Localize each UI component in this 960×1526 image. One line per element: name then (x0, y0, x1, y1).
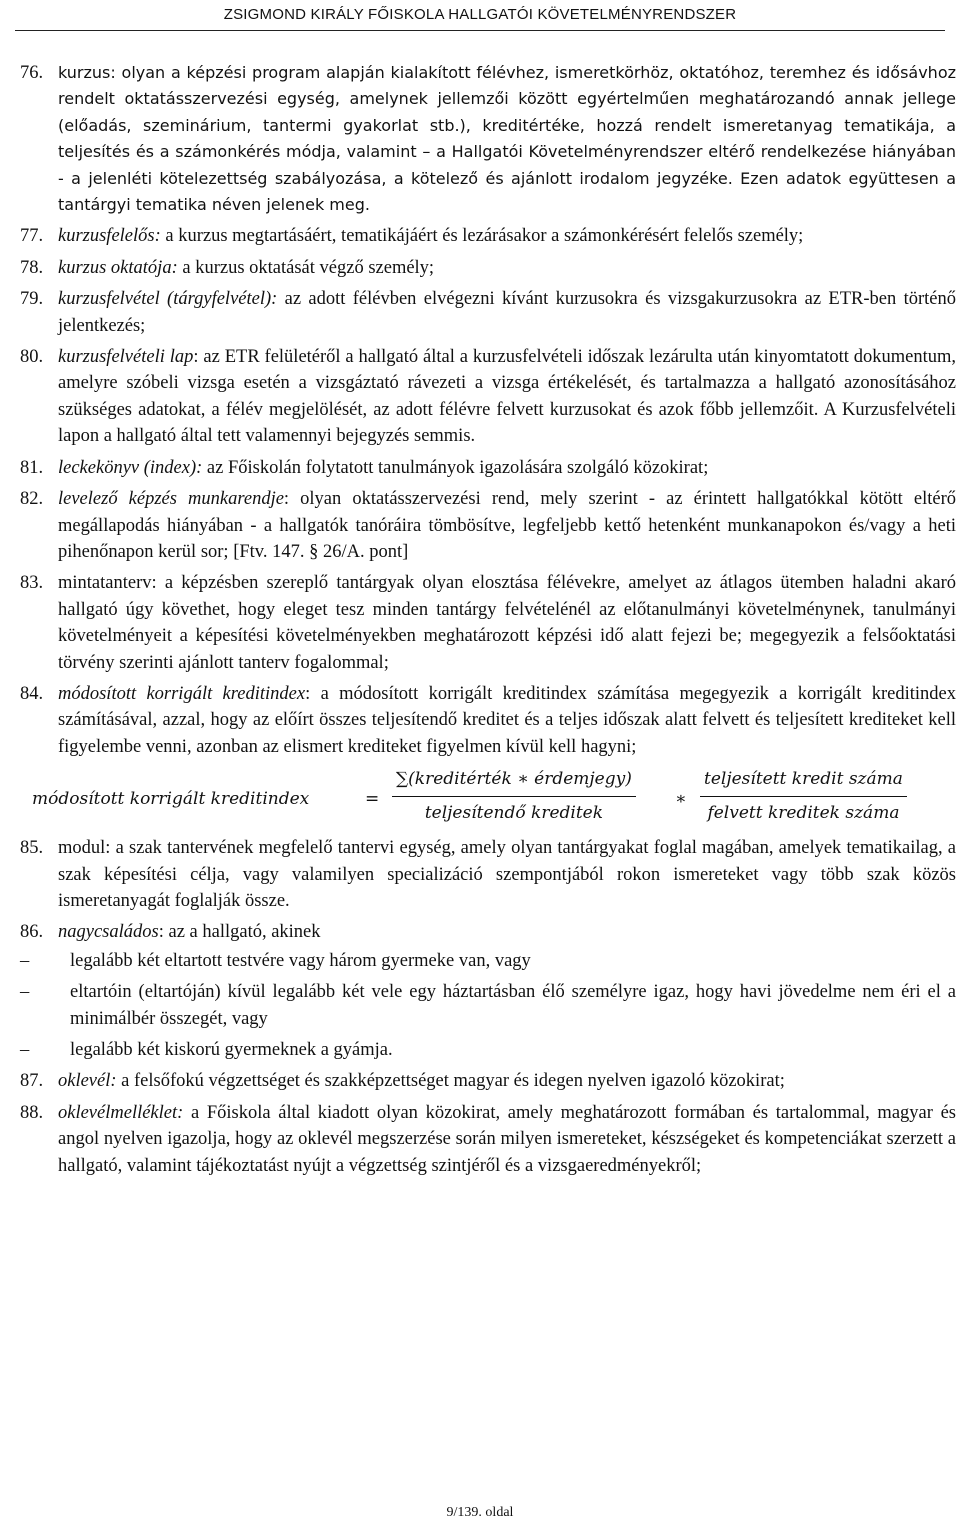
definition-term: kurzusfelelős: (58, 226, 161, 247)
definition-term: kurzus oktatója: (58, 257, 178, 278)
definition-79 (20, 286, 956, 339)
formula-left-side: módosított korrigált kreditindex (32, 789, 310, 810)
definition-text: a felsőfokú végzettséget és szakképzettséget magyar és idegen nyelven igazoló közokirat; (116, 1071, 785, 1092)
definition-text: a kurzus megtartásáért, tematikájáért és lezárásakor a számonkérésért felelős személy; (160, 226, 804, 247)
dash-bullet: – (20, 1040, 30, 1060)
definition-76 (20, 60, 956, 218)
fraction-denominator: felvett kreditek száma (707, 802, 900, 823)
definition-text: : olyan oktatásszervezési rend, mely szerint - az érintett hallgatókkal kötött eltérő megállapodás hiányában - a hallgatók tanóráira tömbösítve, legfeljebb kettő hetenként munkanapokon és/vagy a heti pihenőnapon kerül sor; [Ftv. 147. § 26/A. pont] (58, 489, 956, 562)
entry-number: 85. (20, 838, 44, 859)
definition-term: módosított korrigált kreditindex (58, 683, 306, 704)
definition-term: kurzusfelvétel (tárgyfelvétel): (58, 289, 278, 310)
formula-multiply: ∗ (675, 789, 687, 810)
definition-86 (20, 919, 956, 1063)
definition-text: az adott félévben elvégezni kívánt kurzusokra és vizsgakurzusokra az ETR-ben történő jelentkezés; (58, 289, 956, 336)
definition-82 (20, 486, 956, 565)
definition-text: : a képzésben szereplő tantárgyak olyan elosztása félévekre, amelyet az átlagos ütemben haladni akaró hallgató úgy követhet, hogy eleget tesz minden tantárgy felvételénél az előtanulmányi követelménynek, tanulmányi követelményeit a képesítési követelményekben meghatározott képzési idő alatt fejezi be; megegyezik a felsőoktatási törvény szerinti ajánlott tanterv fogalommal; (58, 573, 956, 673)
entry-number: 88. (20, 1102, 44, 1123)
criteria-list (20, 948, 956, 1064)
entry-number: 78. (20, 257, 44, 278)
list-item (20, 979, 956, 1032)
list-item (20, 948, 956, 974)
page-number: 9/139. oldal (446, 1505, 514, 1520)
entry-number: 82. (20, 489, 44, 510)
kreditindex-formula (20, 766, 956, 830)
definition-text: : az a hallgató, akinek (158, 922, 321, 943)
definition-78 (20, 255, 956, 281)
list-item (20, 1037, 956, 1063)
definition-88 (20, 1100, 956, 1179)
list-item-text: legalább két eltartott testvére vagy három gyermeke van, vagy (70, 950, 531, 971)
definition-text: : a módosított korrigált kreditindex számítása megegyezik a korrigált kreditindex számításával, azzal, hogy az előírt összes teljesítendő kreditet és a teljes időszak alatt felvett és teljesített krediteket kell figyelembe venni, azonban az elismert krediteket figyelmen kívül kell hagyni; (58, 683, 956, 757)
definition-text-continued: Ezen adatok együttesen a tantárgyi tematika néven jelenek meg. (58, 168, 956, 215)
definition-text: modul: a szak tantervének megfelelő tantervi egység, amely olyan tantárgyakat foglal magában, amelyek tematikailag, a szak képesítési célja, vagy valamilyen specializáció szempontjából rokon ismereteket vagy több szak közös ismeretanyagát foglalják össze. (58, 838, 956, 911)
definition-text: a Főiskola által kiadott olyan közokirat, amely meghatározott formában és tartalommal, magyar és angol nyelven igazolja, hogy az oklevél megszerzése során milyen ismereteket, készségeket és kompetenciákat szerzett a hallgató, valamint tájékoztatást nyújt a végzettség szintjéről és a vizsgaeredményekről; (58, 1102, 956, 1176)
definition-text: kurzus: olyan a képzési program alapján kialakított félévhez, ismeretkörhöz, oktatóhoz, teremhez és idősávhoz rendelt oktatásszervezési egység, amelynek jellemzői között egyértelműen meghatározandó annak jellege (előadás, szeminárium, tantermi gyakorlat stb.), kreditértéke, hozzá rendelt ismeretanyag tematikája, a teljesítés és a számonkérés módja, valamint – a Hallgatói Követelményrendszer eltérő rendelkezése hiányában - a jelenléti kötelezettség szabályozása, a kötelező és ajánlott irodalom jegyzéke. (58, 63, 956, 188)
definition-term: leckekönyv (index): (58, 457, 203, 478)
definition-text: a kurzus oktatását végző személy; (177, 257, 435, 278)
entry-number: 87. (20, 1071, 44, 1092)
definition-term: oklevél: (58, 1071, 117, 1092)
entry-number: 81. (20, 457, 44, 478)
formula-equals: = (365, 789, 380, 810)
fraction-denominator: teljesítendő kreditek (424, 802, 604, 823)
entry-number: 79. (20, 289, 44, 310)
formula-fraction-1 (392, 766, 636, 826)
definition-text: az Főiskolán folytatott tanulmányok igazolására szolgáló közokirat; (202, 457, 709, 478)
definition-term: kurzusfelvételi lap (58, 347, 194, 368)
definition-term: oklevélmelléklet: (58, 1102, 184, 1123)
definition-text: : az ETR felületéről a hallgató által a kurzusfelvételi időszak lezárulta után kinyomtatott dokumentum, amelyre szóbeli vizsga esetén a vizsgáztató rávezeti a vizsga értékelését, és tartalmazza a hallgató azonosításához szükséges adatokat, a félév megjelölését, az adott félévre felvett kurzusokat és azok főbb jellemzőit. A Kurzusfelvételi lapon a hallgató által tett valamennyi bejegyzés semmis. (58, 347, 956, 447)
entry-number: 76. (20, 63, 44, 83)
definition-84 (20, 681, 956, 760)
definition-85 (20, 835, 956, 914)
definitions-list (20, 60, 956, 1184)
definition-80 (20, 344, 956, 450)
entry-number: 80. (20, 347, 44, 368)
dash-bullet: – (20, 950, 30, 971)
definition-83 (20, 570, 956, 676)
definition-81 (20, 455, 956, 481)
entry-number: 77. (20, 226, 44, 247)
definition-77 (20, 223, 956, 249)
dash-bullet: – (20, 982, 30, 1003)
header-divider (15, 30, 945, 31)
definition-term: mintatanterv (58, 573, 152, 594)
definition-term: nagycsaládos (58, 922, 159, 943)
entry-number: 86. (20, 922, 44, 943)
definition-term: levelező képzés munkarendje (58, 489, 284, 510)
entry-number: 83. (20, 573, 44, 594)
fraction-numerator: teljesített kredit száma (700, 766, 907, 796)
list-item-text: legalább két kiskorú gyermeknek a gyámja. (70, 1040, 393, 1060)
entry-number: 84. (20, 683, 44, 704)
list-item-text: eltartóin (eltartóján) kívül legalább két vele egy háztartásban élő személyre igaz, hogy havi jövedelme nem éri el a minimálbér összegét, vagy (70, 982, 956, 1029)
definition-87 (20, 1068, 956, 1094)
formula-fraction-2 (700, 766, 907, 826)
fraction-numerator: ∑(kreditérték ∗ érdemjegy) (392, 766, 636, 796)
page-header: ZSIGMOND KIRÁLY FŐISKOLA HALLGATÓI KÖVETELMÉNYRENDSZER (223, 6, 737, 23)
